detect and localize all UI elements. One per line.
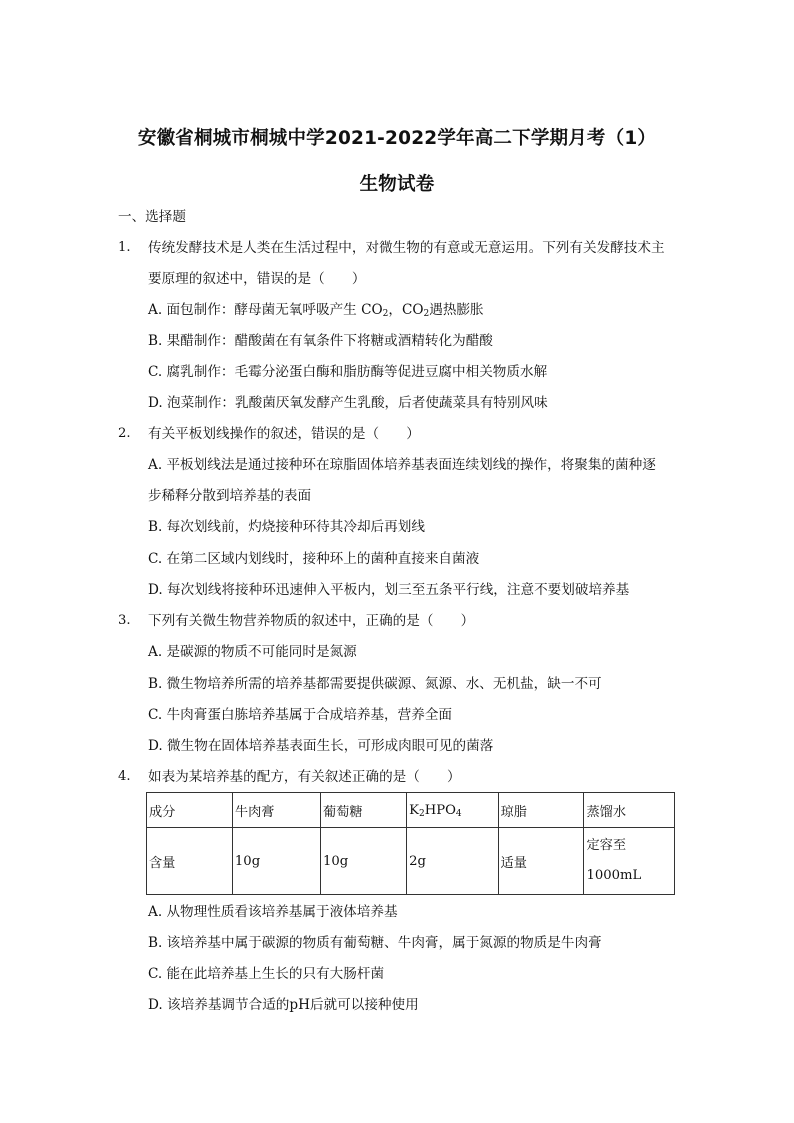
table-cell: 蒸馏水 [584, 793, 675, 828]
question-4-option-d[interactable]: D. 该培养基调节合适的pH后就可以接种使用 [148, 997, 419, 1013]
question-1-option-d[interactable]: D. 泡菜制作：乳酸菌厌氧发酵产生乳酸，后者使蔬菜具有特别风味 [148, 395, 548, 411]
question-2-option-b[interactable]: B. 每次划线前，灼烧接种环待其冷却后再划线 [148, 519, 425, 535]
table-header-row [147, 793, 675, 828]
question-2-option-a-line2[interactable]: 步稀释分散到培养基的表面 [148, 488, 312, 504]
question-2-number: 2. [118, 426, 131, 441]
question-2-option-d[interactable]: D. 每次划线将接种环迅速伸入平板内，划三至五条平行线，注意不要划破培养基 [148, 582, 630, 598]
question-2-stem: 有关平板划线操作的叙述，错误的是（ ） [148, 426, 420, 442]
question-1-option-b[interactable]: B. 果醋制作：醋酸菌在有氧条件下将糖或酒精转化为醋酸 [148, 333, 493, 349]
question-2-option-a-line1[interactable]: A. 平板划线法是通过接种环在琼脂固体培养基表面连续划线的操作，将聚集的菌种逐 [148, 457, 656, 473]
table-cell: 牛肉膏 [232, 793, 320, 828]
table-cell: 含量 [147, 828, 233, 895]
table-row [147, 828, 675, 895]
section-heading: 一、选择题 [118, 209, 186, 225]
table-cell: 适量 [498, 828, 584, 895]
table-cell: 琼脂 [498, 793, 584, 828]
question-4-option-a[interactable]: A. 从物理性质看该培养基属于液体培养基 [148, 904, 398, 920]
table-cell: 10g [232, 828, 320, 895]
question-3-stem: 下列有关微生物营养物质的叙述中，正确的是（ ） [148, 613, 475, 629]
question-2-option-c[interactable]: C. 在第二区域内划线时，接种环上的菌种直接来自菌液 [148, 551, 480, 567]
table-cell-k2hpo4: $K_2HPO_4$ [407, 793, 498, 828]
table-cell: 10g [321, 828, 407, 895]
table-cell: 成分 [147, 793, 233, 828]
question-3-option-d[interactable]: D. 微生物在固体培养基表面生长，可形成肉眼可见的菌落 [148, 738, 494, 754]
question-1-option-a[interactable]: A. 面包制作：酵母菌无氧呼吸产生 $CO_2$，$CO_2$遇热膨胀 [148, 302, 484, 319]
medium-recipe-table [146, 792, 675, 895]
table-cell: 葡萄糖 [321, 793, 407, 828]
question-1-stem-line1: 传统发酵技术是人类在生活过程中，对微生物的有意或无意运用。下列有关发酵技术主 [148, 240, 665, 256]
option-text: A. 面包制作：酵母菌无氧呼吸产生 CO [148, 302, 383, 318]
question-1-stem-line2: 要原理的叙述中，错误的是（ ） [148, 271, 366, 287]
question-4-option-b[interactable]: B. 该培养基中属于碳源的物质有葡萄糖、牛肉膏，属于氮源的物质是牛肉膏 [148, 935, 602, 951]
exam-title-line2: 生物试卷 [359, 174, 435, 195]
question-4-option-c[interactable]: C. 能在此培养基上生长的只有大肠杆菌 [148, 966, 385, 982]
table-cell-volume: 定容至 1000mL [584, 828, 675, 895]
question-3-number: 3. [118, 613, 131, 628]
exam-title-line1: 安徽省桐城市桐城中学2021-2022学年高二下学期月考（1） [137, 128, 657, 149]
question-3-option-b[interactable]: B. 微生物培养所需的培养基都需要提供碳源、氮源、水、无机盐，缺一不可 [148, 676, 602, 692]
question-1-option-c[interactable]: C. 腐乳制作：毛霉分泌蛋白酶和脂肪酶等促进豆腐中相关物质水解 [148, 364, 548, 380]
question-4-stem: 如表为某培养基的配方，有关叙述正确的是（ ） [148, 769, 461, 785]
table-cell: 2g [407, 828, 498, 895]
question-3-option-c[interactable]: C. 牛肉膏蛋白胨培养基属于合成培养基，营养全面 [148, 707, 453, 723]
question-4-number: 4. [118, 769, 131, 784]
question-3-option-a[interactable]: A. 是碳源的物质不可能同时是氮源 [148, 644, 357, 660]
question-1-number: 1. [118, 240, 131, 255]
